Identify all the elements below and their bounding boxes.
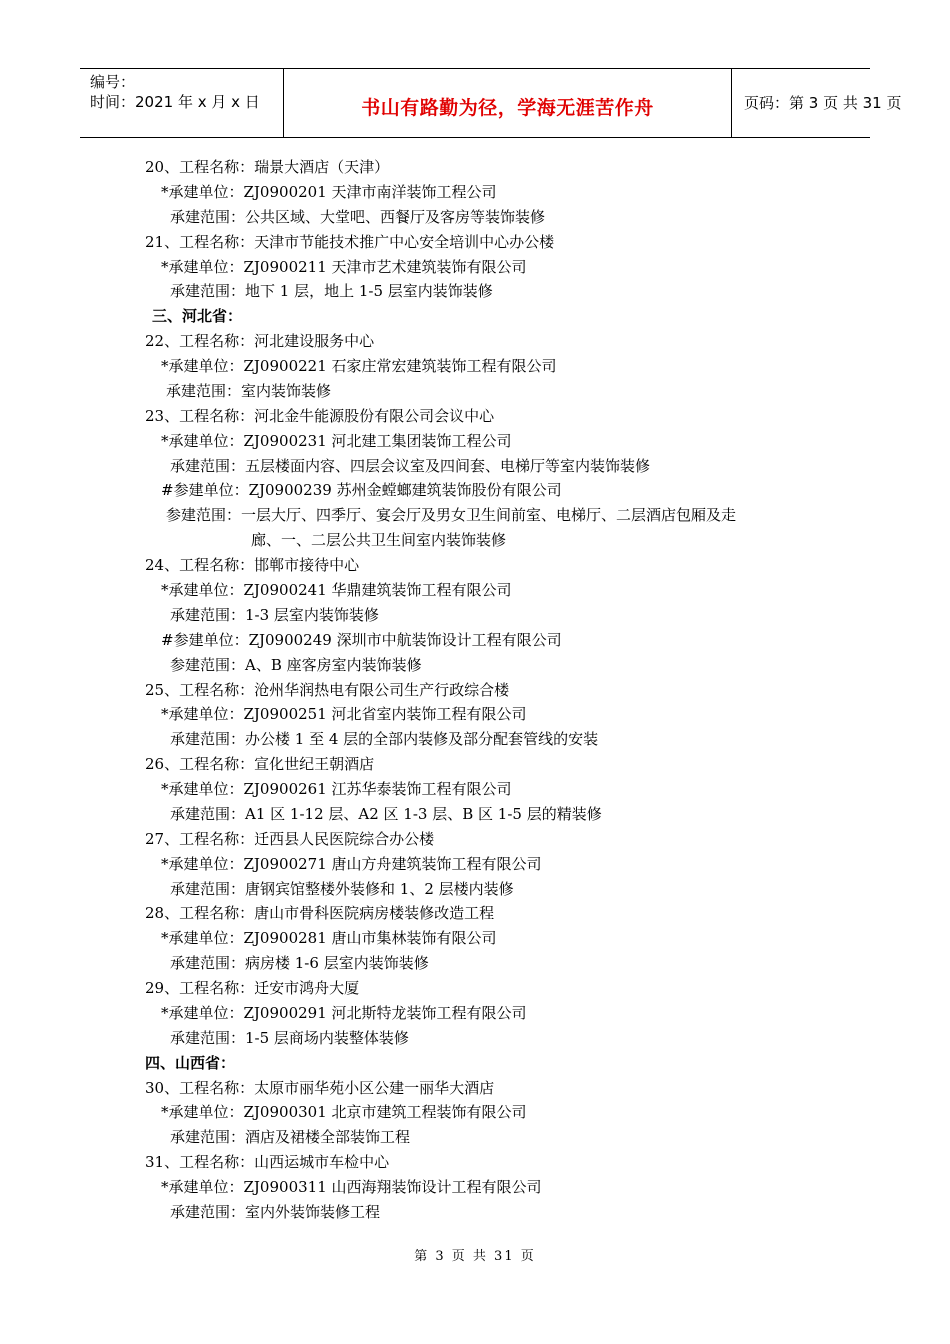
text-line: *承建单位：ZJ0900311 山西海翔装饰设计工程有限公司	[161, 1178, 542, 1197]
text-line: 承建范围：室内装饰装修	[166, 381, 332, 400]
text-line: 23、工程名称：河北金牛能源股份有限公司会议中心	[145, 406, 495, 425]
text-line: 承建范围：五层楼面内容、四层会议室及四间套、电梯厅等室内装饰装修	[170, 456, 651, 475]
text-line: *承建单位：ZJ0900301 北京市建筑工程装饰有限公司	[161, 1103, 527, 1122]
header-motto: 书山有路勤为径，学海无涯苦作舟	[361, 97, 654, 119]
text-line: 承建范围：公共区域、大堂吧、西餐厅及客房等装饰装修	[170, 207, 546, 226]
text-line: 承建范围：1-5 层商场内装整体装修	[170, 1028, 409, 1047]
text-line: 28、工程名称：唐山市骨科医院病房楼装修改造工程	[145, 904, 495, 923]
text-line: 承建范围：办公楼 1 至 4 层的全部内装修及部分配套管线的安装	[170, 730, 599, 749]
text-line: *承建单位：ZJ0900211 天津市艺术建筑装饰有限公司	[161, 257, 527, 276]
text-line: *承建单位：ZJ0900201 天津市南洋装饰工程公司	[161, 182, 497, 201]
page-footer: 第 3 页 共 31 页	[414, 1249, 536, 1264]
text-line: 31、工程名称：山西运城市车检中心	[145, 1153, 390, 1172]
text-line: 26、工程名称：宣化世纪王朝酒店	[145, 755, 375, 774]
text-line: *承建单位：ZJ0900261 江苏华泰装饰工程有限公司	[161, 780, 512, 798]
document-time-label: 时间：2021 年 x 月 x 日	[90, 93, 260, 111]
text-line: 24、工程名称：邯郸市接待中心	[145, 556, 360, 575]
text-line: 承建范围：A1 区 1-12 层、A2 区 1-3 层、B 区 1-5 层的精装修	[170, 804, 602, 823]
text-line: 承建范围：病房楼 1-6 层室内装饰装修	[170, 954, 429, 973]
page-number-label: 页码：第 3 页 共 31 页	[744, 94, 902, 112]
text-line: 参建范围：A、B 座客房室内装饰装修	[170, 655, 422, 674]
text-line: 承建范围：唐钢宾馆整楼外装修和 1、2 层楼内装修	[170, 879, 514, 898]
text-line: 20、工程名称：瑞景大酒店（天津）	[145, 158, 390, 176]
text-line: 承建范围：地下 1 层，地上 1-5 层室内装饰装修	[170, 282, 493, 301]
text-line: #参建单位：ZJ0900239 苏州金螳螂建筑装饰股份有限公司	[161, 481, 562, 500]
text-line: *承建单位：ZJ0900281 唐山市集林装饰有限公司	[161, 929, 497, 948]
section-heading: 四、山西省：	[145, 1053, 236, 1072]
text-line: 30、工程名称：太原市丽华苑小区公建一丽华大酒店	[145, 1078, 495, 1097]
document-number-label: 编号：	[90, 73, 136, 91]
text-line: 29、工程名称：迁安市鸿舟大厦	[145, 979, 360, 997]
text-line: 21、工程名称：天津市节能技术推广中心安全培训中心办公楼	[145, 232, 555, 251]
text-line: *承建单位：ZJ0900271 唐山方舟建筑装饰工程有限公司	[161, 854, 542, 873]
text-line: *承建单位：ZJ0900291 河北斯特龙装饰工程有限公司	[161, 1003, 527, 1022]
text-line: 22、工程名称：河北建设服务中心	[145, 332, 375, 351]
text-line: *承建单位：ZJ0900241 华鼎建筑装饰工程有限公司	[161, 581, 512, 599]
text-line: *承建单位：ZJ0900251 河北省室内装饰工程有限公司	[161, 705, 527, 724]
text-line: 参建范围：一层大厅、四季厅、宴会厅及男女卫生间前室、电梯厅、二层酒店包厢及走	[166, 506, 737, 525]
section-heading: 三、河北省：	[152, 307, 243, 326]
text-line: *承建单位：ZJ0900231 河北建工集团装饰工程公司	[161, 431, 512, 450]
text-line: #参建单位：ZJ0900249 深圳市中航装饰设计工程有限公司	[161, 630, 562, 649]
header-info-cell	[80, 69, 284, 137]
text-line: 承建范围：1-3 层室内装饰装修	[170, 605, 379, 624]
text-line: 25、工程名称：沧州华润热电有限公司生产行政综合楼	[145, 680, 510, 699]
page-header	[80, 68, 902, 138]
header-page-cell	[732, 69, 902, 137]
text-line: 廊、一、二层公共卫生间室内装饰装修	[251, 531, 507, 550]
text-line: 承建范围：酒店及裙楼全部装饰工程	[170, 1128, 411, 1147]
text-line: *承建单位：ZJ0900221 石家庄常宏建筑装饰工程有限公司	[161, 357, 557, 375]
text-line: 27、工程名称：迁西县人民医院综合办公楼	[145, 829, 435, 848]
header-motto-cell	[284, 69, 732, 137]
text-line: 承建范围：室内外装饰装修工程	[170, 1203, 381, 1221]
